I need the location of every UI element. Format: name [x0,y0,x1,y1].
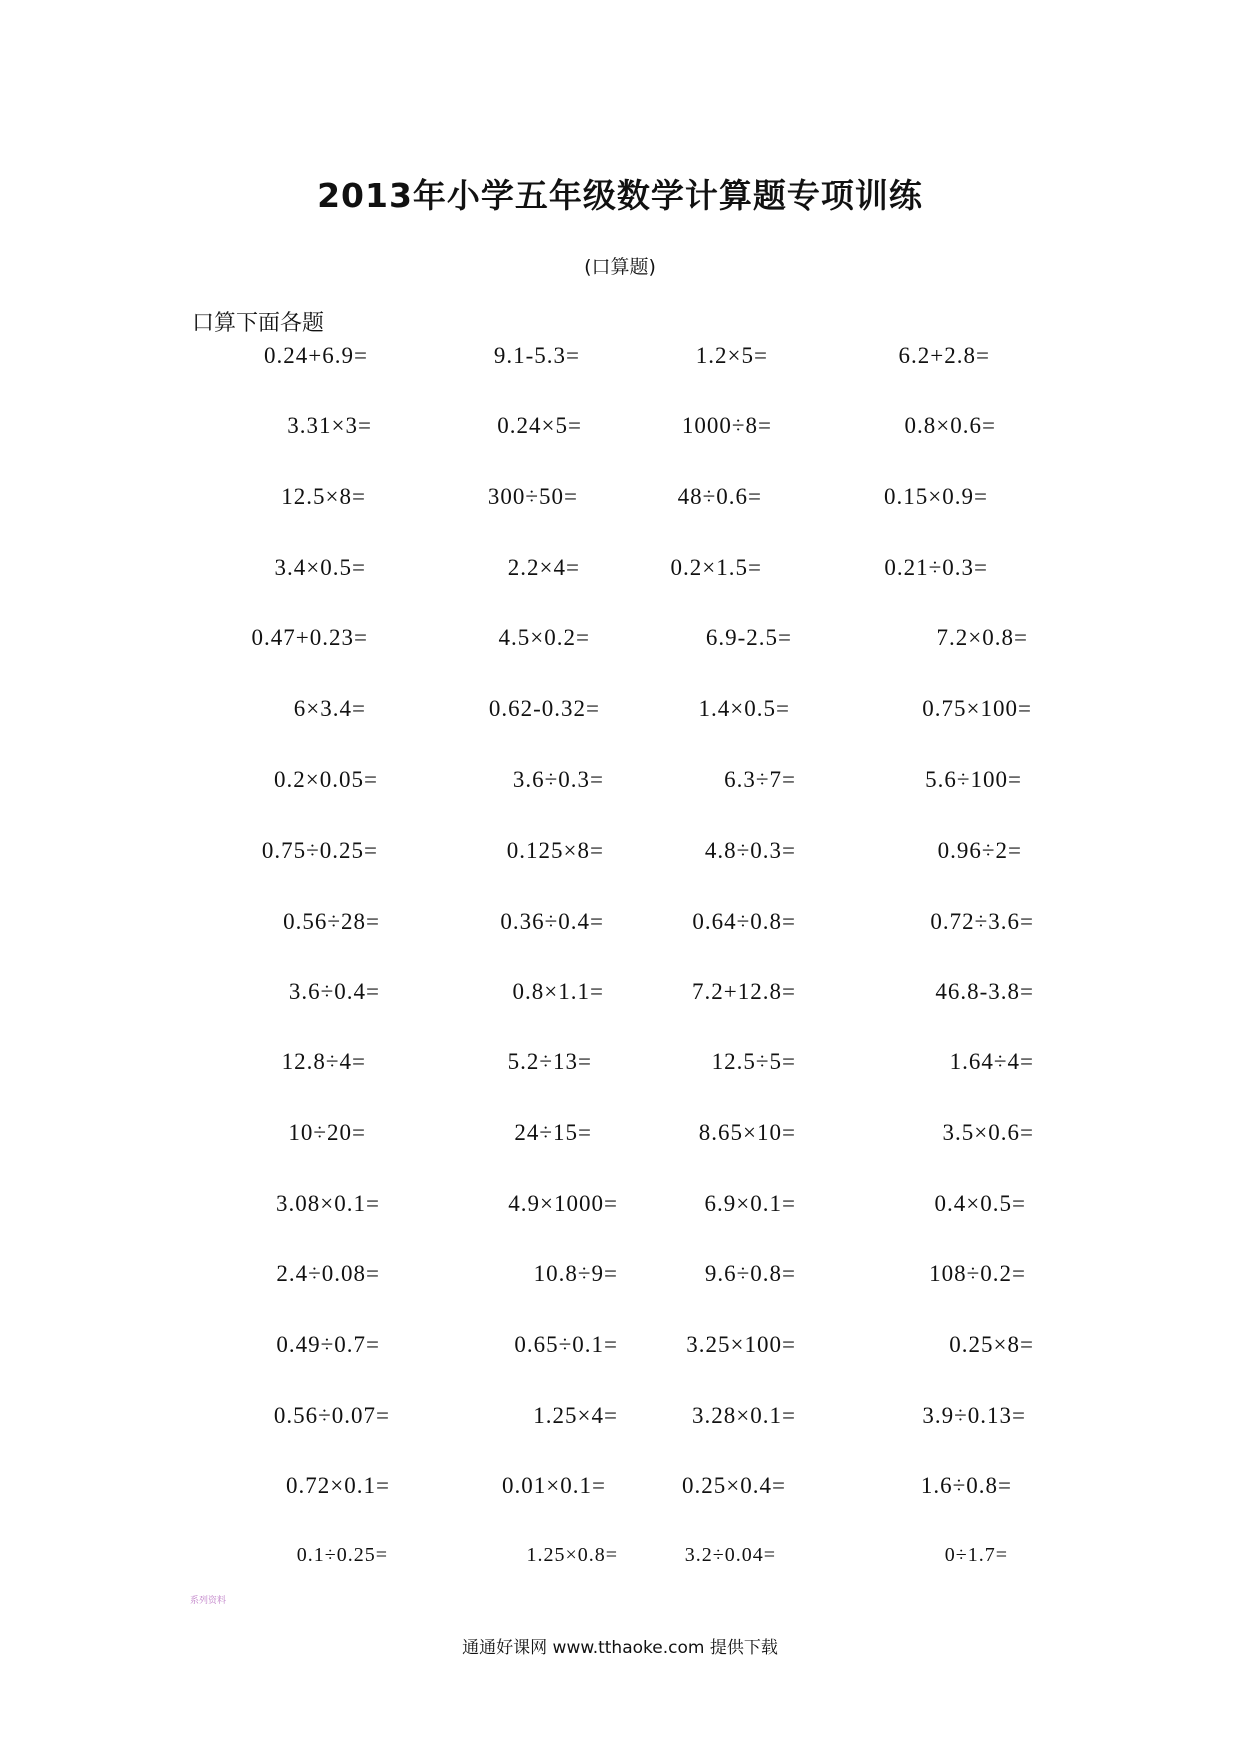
problem-item: 6×3.4= [293,696,366,721]
problem-item: 9.6÷0.8= [704,1261,796,1286]
problem-item: 0.64÷0.8= [692,909,796,934]
problem-item: 10.8÷9= [533,1261,618,1286]
problem-item: 1.64÷4= [949,1049,1034,1074]
problem-item: 3.6÷0.4= [288,979,380,1004]
problem-item: 3.25×100= [686,1332,796,1357]
problem-item: 0.25×0.4= [682,1473,786,1498]
problem-item: 0.56÷0.07= [273,1403,390,1428]
problem-item: 12.5÷5= [711,1049,796,1074]
problem-item: 1.6÷0.8= [920,1473,1012,1498]
problem-item: 0.36÷0.4= [500,909,604,934]
page-title: 2013年小学五年级数学计算题专项训练 [317,176,923,215]
problem-item: 0.56÷28= [283,909,380,934]
problem-item: 5.2÷13= [507,1049,592,1074]
problem-item: 0.96÷2= [937,838,1022,863]
page-footer: 通通好课网 www.tthaoke.com 提供下载 [462,1638,778,1658]
problem-item: 0.49÷0.7= [276,1332,380,1357]
problem-item: 6.9-2.5= [705,625,792,650]
problem-item: 0.8×1.1= [512,979,604,1004]
problem-item: 0.21÷0.3= [884,555,988,580]
problem-item: 6.9×0.1= [704,1191,796,1216]
problem-item: 0.8×0.6= [904,413,996,438]
problem-item: 1000÷8= [681,413,772,438]
problem-item: 0.15×0.9= [884,484,988,509]
problem-item: 4.9×1000= [508,1191,618,1216]
problem-item: 3.2÷0.04= [684,1544,776,1566]
problem-item: 0.2×1.5= [670,555,762,580]
problem-item: 0.62-0.32= [488,696,600,721]
problem-item: 3.08×0.1= [276,1191,380,1216]
problem-item: 1.2×5= [695,343,768,368]
problem-item: 3.9÷0.13= [922,1403,1026,1428]
problem-item: 12.5×8= [281,484,366,509]
problem-item: 1.4×0.5= [698,696,790,721]
problem-item: 10÷20= [288,1120,366,1145]
problem-item: 3.5×0.6= [942,1120,1034,1145]
problem-item: 7.2×0.8= [936,625,1028,650]
problem-item: 0.75÷0.25= [261,838,378,863]
problem-item: 1.25×4= [533,1403,618,1428]
problem-item: 0.24×5= [497,413,582,438]
problem-item: 0.24+6.9= [264,343,368,368]
problem-item: 1.25×0.8= [526,1544,618,1566]
problem-item: 0.1÷0.25= [296,1544,388,1566]
problem-item: 0.25×8= [949,1332,1034,1357]
problem-item: 0÷1.7= [944,1544,1008,1566]
problem-item: 0.65÷0.1= [514,1332,618,1357]
problem-item: 0.2×0.05= [274,767,378,792]
problem-item: 0.72÷3.6= [930,909,1034,934]
problem-item: 6.3÷7= [724,767,796,792]
problem-item: 12.8÷4= [281,1049,366,1074]
problem-item: 48÷0.6= [677,484,762,509]
problem-item: 4.8÷0.3= [704,838,796,863]
problem-item: 0.47+0.23= [251,625,368,650]
problem-item: 0.75×100= [922,696,1032,721]
page-subtitle: (口算题) [584,256,656,278]
problem-item: 4.5×0.2= [498,625,590,650]
problem-item: 0.4×0.5= [934,1191,1026,1216]
problem-item: 3.28×0.1= [692,1403,796,1428]
side-note: 系列资料 [190,1596,227,1606]
problem-item: 9.1-5.3= [493,343,580,368]
problem-item: 3.4×0.5= [274,555,366,580]
problem-item: 6.2+2.8= [898,343,990,368]
section-label: 口算下面各题 [192,311,325,336]
problem-item: 5.6÷100= [925,767,1022,792]
problem-item: 7.2+12.8= [692,979,796,1004]
problem-item: 300÷50= [487,484,578,509]
problem-item: 0.72×0.1= [286,1473,390,1498]
problem-item: 24÷15= [514,1120,592,1145]
problem-item: 2.4÷0.08= [276,1261,380,1286]
problem-item: 108÷0.2= [929,1261,1026,1286]
problem-item: 0.01×0.1= [502,1473,606,1498]
problem-item: 8.65×10= [698,1120,796,1145]
problem-item: 3.31×3= [287,413,372,438]
problem-item: 0.125×8= [506,838,604,863]
problem-item: 2.2×4= [507,555,580,580]
problem-item: 3.6÷0.3= [512,767,604,792]
problem-item: 46.8-3.8= [935,979,1034,1004]
